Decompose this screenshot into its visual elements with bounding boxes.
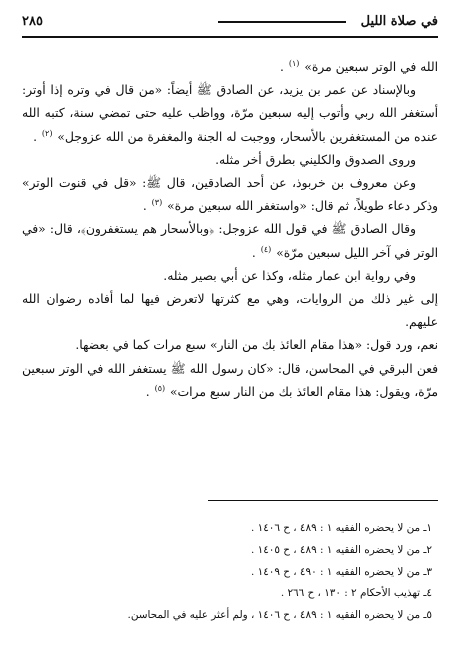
- paragraph-tail: .: [142, 199, 147, 214]
- header-rule: [22, 36, 438, 38]
- paragraph-text: وروى الصدوق والكليني بطرق أخر مثله.: [215, 152, 416, 167]
- main-text: [22, 56, 438, 404]
- paragraph: [22, 288, 438, 334]
- footnotes: [22, 518, 438, 627]
- paragraph-text: فعن البرقي في المحاسن، قال: «كان رسول الله ﷺ يستغفر الله في الوتر سبعين مرّة، ويقول: هذا مقام العائذ بك من النار سبع مرات»: [22, 361, 438, 399]
- paragraph-text: وفي رواية ابن عمار مثله، وكذا عن أبي بصير مثله.: [163, 268, 416, 283]
- paragraph: [22, 172, 438, 218]
- footnote-ref: (٥): [154, 383, 166, 393]
- paragraph-text: نعم، ورد قول: «هذا مقام العائذ بك من النار» سبع مرات كما في بعضها.: [75, 338, 438, 353]
- footnote-rule: [208, 500, 438, 501]
- footnote-ref: (٣): [151, 198, 163, 208]
- page-header: [22, 12, 438, 34]
- footnote-item: ٤ـ تهذيب الأحكام ٢ : ١٣٠ ، ح ٢٦٦ .: [280, 587, 432, 600]
- header-bar: [218, 21, 346, 23]
- paragraph: [22, 334, 438, 357]
- paragraph-tail: .: [251, 245, 256, 260]
- paragraph: [22, 358, 438, 404]
- paragraph-text: وبالإسناد عن عمر بن يزيد، عن الصادق ﷺ أيضاً: «من قال في وتره إذا أوتر: أستغفر الله ربي وأتوب إليه سبعين مرّة، وواظب عليه حتى تمضي سنة، كتبه الله عنده من المستغفرين بالأسحار، ووجبت له الجنة والمغفرة من الله عزوجل»: [22, 83, 438, 144]
- paragraph-tail: .: [280, 60, 284, 74]
- paragraph-tail: .: [33, 129, 37, 144]
- page-number: ٢٨٥: [22, 14, 43, 29]
- footnote-item: ٣ـ من لا يحضره الفقيه ١ : ٤٩٠ ، ح ١٤٠٩ .: [251, 565, 432, 578]
- footnote-ref: (٤): [260, 244, 272, 254]
- paragraph: [22, 149, 438, 172]
- paragraph: [22, 265, 438, 288]
- paragraph-tail: .: [145, 384, 150, 399]
- paragraph-text: الله في الوتر سبعين مرة»: [304, 60, 438, 74]
- running-title: في صلاة الليل: [360, 14, 438, 29]
- paragraph-text: إلى غير ذلك من الروايات، وهي مع كثرتها لاتعرض فيها لما أفاده رضوان الله عليهم.: [22, 292, 438, 330]
- paragraph: [22, 218, 438, 264]
- footnote-ref: (١): [288, 58, 300, 68]
- footnote-ref: (٢): [41, 128, 53, 138]
- paragraph-text: وعن معروف بن خربوذ، عن أحد الصادقين، قال ﷺ: «قل في قنوت الوتر» وذكر دعاء طويلاً، ثم قال: «واستغفر الله سبعين مرة»: [22, 176, 438, 214]
- footnote-item: ١ـ من لا يحضره الفقيه ١ : ٤٨٩ ، ح ١٤٠٦ .: [251, 522, 432, 534]
- paragraph-text: وقال الصادق ﷺ في قول الله عزوجل: ﴿وبالأسحار هم يستغفرون﴾، قال: «في الوتر في آخر الليل سبعين مرّة»: [22, 222, 438, 260]
- paragraph: [22, 79, 438, 149]
- footnote-item: ٢ـ من لا يحضره الفقيه ١ : ٤٨٩ ، ح ١٤٠٥ .: [251, 543, 432, 556]
- footnote-item: ٥ـ من لا يحضره الفقيه ١ : ٤٨٩ ، ح ١٤٠٦ ، ولم أعثر عليه في المحاسن.: [127, 609, 432, 622]
- paragraph: [22, 56, 438, 79]
